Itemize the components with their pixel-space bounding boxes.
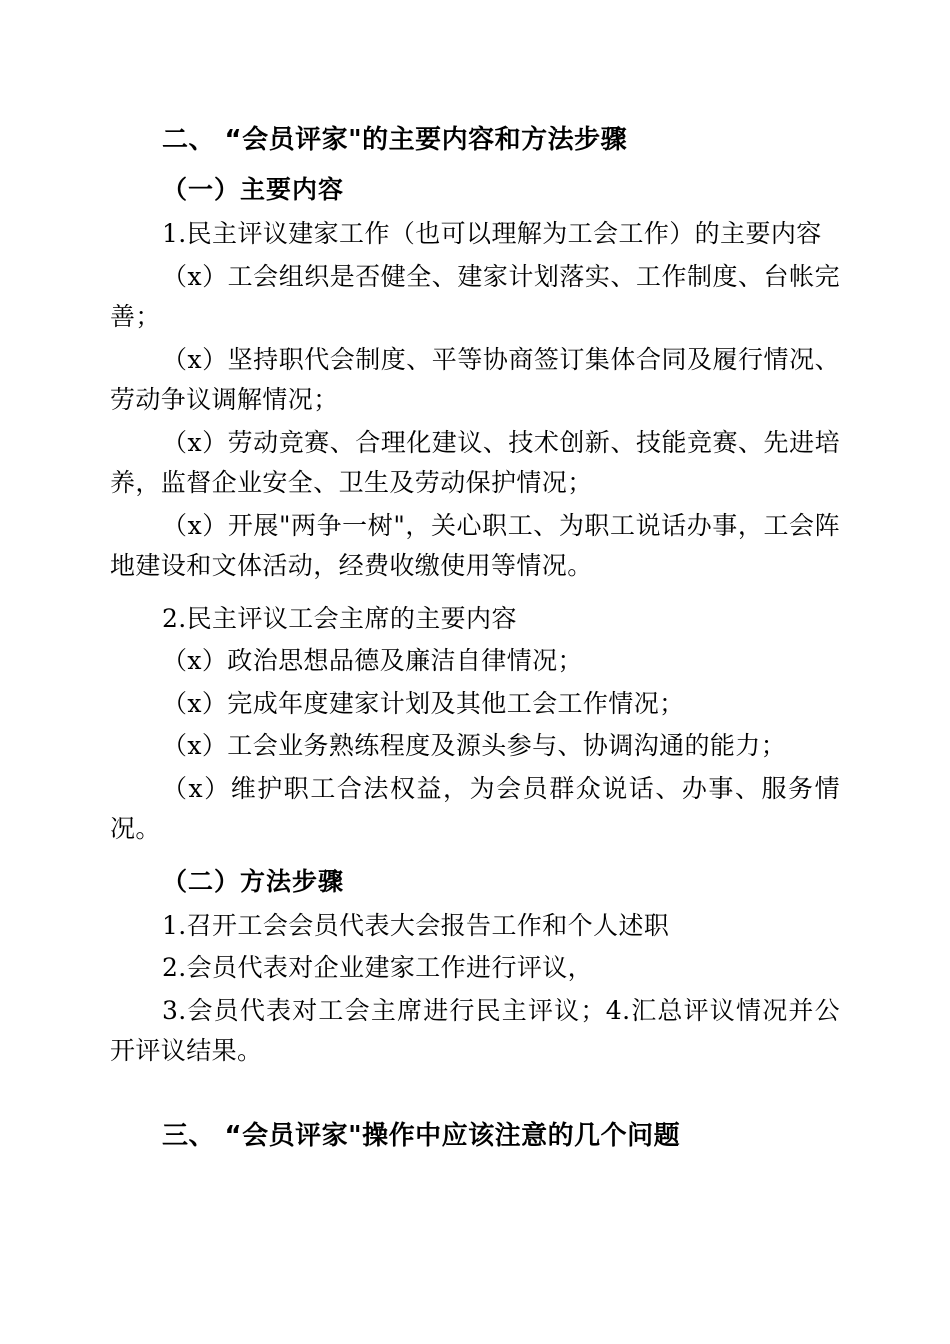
spacer [110,1072,840,1090]
section-heading-two: 二、 “会员评家"的主要内容和方法步骤 [162,125,628,155]
paragraph-item-1: 1.民主评议建家工作（也可以理解为工会工作）的主要内容 [162,219,822,249]
document-body [110,120,840,1156]
paragraph-item-10: （x）维护职工合法权益，为会员群众说话、办事、服务情况。 [110,773,840,844]
paragraph-item-9: （x）工会业务熟练程度及源头参与、协调沟通的能力； [162,731,787,761]
paragraph-item-3: （x）坚持职代会制度、平等协商签订集体合同及履行情况、劳动争议调解情况； [110,344,840,415]
paragraph-item-6: 2.民主评议工会主席的主要内容 [162,603,517,633]
spacer [110,589,840,599]
paragraph-item-2: （x）工会组织是否健全、建家计划落实、工作制度、台帐完善； [110,261,840,332]
spacer [110,852,840,862]
paragraph-item-12: 2.会员代表对企业建家工作进行评议， [162,953,594,983]
paragraph-item-7: （x）政治思想品德及廉洁自律情况； [162,646,583,676]
section-heading-three: 三、 “会员评家"操作中应该注意的几个问题 [162,1120,681,1151]
paragraph-item-8: （x）完成年度建家计划及其他工会工作情况； [162,688,685,718]
subheading-method-steps: （二）方法步骤 [162,866,345,896]
paragraph-item-5: （x）开展"两争一树"，关心职工、为职工说话办事，工会阵地建设和文体活动，经费收缴使用等情况。 [110,510,840,581]
paragraph-item-11: 1.召开工会会员代表大会报告工作和个人述职 [162,910,670,940]
paragraph-item-13: 3.会员代表对工会主席进行民主评议；4.汇总评议情况并公开评议结果。 [110,995,840,1066]
paragraph-item-4: （x）劳动竞赛、合理化建议、技术创新、技能竞赛、先进培养，监督企业安全、卫生及劳动保护情况； [110,427,840,498]
subheading-main-content: （一）主要内容 [162,175,345,205]
